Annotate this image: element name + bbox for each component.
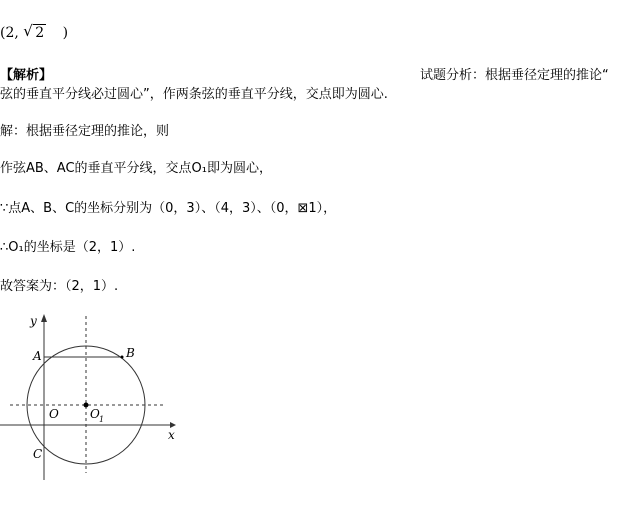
analysis-right-text: 试题分析：根据垂径定理的推论“	[420, 68, 609, 83]
final-answer: 故答案为：（2，1）.	[0, 279, 119, 294]
label-c: C	[33, 447, 43, 461]
x-axis-label: x	[168, 428, 175, 442]
label-a: A	[33, 349, 42, 363]
solution-intro: 解：根据垂径定理的推论，则	[0, 124, 170, 139]
label-o: O	[49, 407, 59, 421]
radicand: 2	[35, 25, 45, 41]
solution-step-2: ∵点A、B、C的坐标分别为（0，3）、（4，3）、（0，⊠1），	[0, 201, 337, 216]
label-o1: O	[90, 407, 100, 421]
answer-line	[0, 22, 69, 41]
y-axis-arrow-icon	[41, 314, 47, 322]
analysis-heading-text: 【解析】	[0, 68, 53, 83]
label-o1-subscript: 1	[99, 415, 105, 424]
sqrt-expression	[23, 22, 46, 41]
solution-step-3: ∴O₁的坐标是（2，1）.	[0, 240, 136, 255]
solution-step-1: 作弦AB、AC的垂直平分线，交点O₁即为圆心，	[0, 161, 272, 176]
answer-close: )	[62, 25, 69, 41]
analysis-heading	[0, 68, 52, 84]
center-point	[84, 403, 89, 408]
analysis-wrap-text: 弦的垂直平分线必过圆心”，作两条弦的垂直平分线，交点即为圆心.	[0, 87, 388, 102]
geometry-figure	[0, 308, 200, 488]
radical-sign-icon: √	[23, 22, 33, 40]
point-b	[121, 356, 124, 359]
answer-open: (2,	[0, 25, 19, 41]
y-axis-label: y	[30, 314, 37, 328]
label-b: B	[126, 346, 135, 360]
